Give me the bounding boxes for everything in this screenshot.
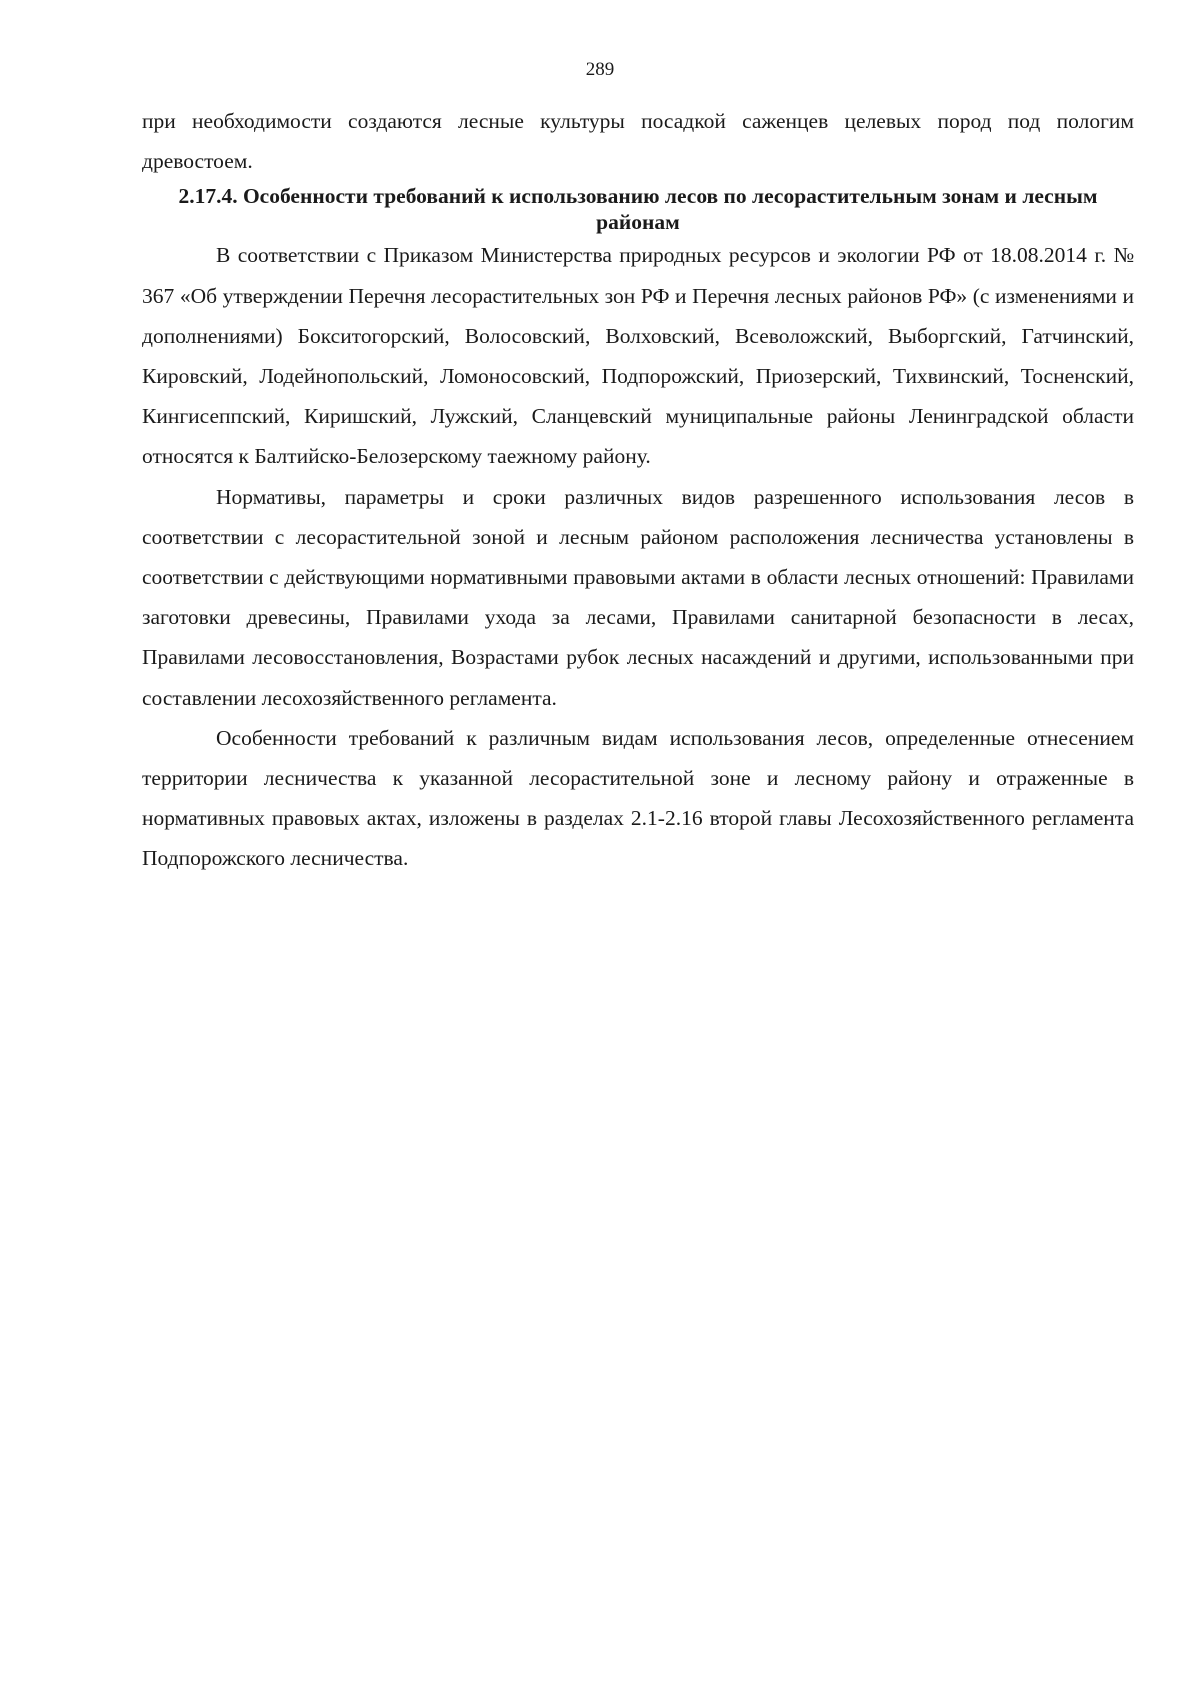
paragraph-1: В соответствии с Приказом Министерства природных ресурсов и экологии РФ от 18.08.2014 г. № 367 «Об утверждении Перечня лесорастительных зон РФ и Перечня лесных районов РФ» (с изменениями и дополнениями) Бокситогорский, Волосовский, Волховский, Всеволожский, Выборгский, Гатчинский, Кировский, Лодейнопольский, Ломоносовский, Подпорожский, Приозерский, Тихвинский, Тосненский, Кингисеппский, Киришский, Лужский, Сланцевский муниципальные районы Ленинградской области относятся к Балтийско-Белозерскому таежному району.	[142, 243, 1134, 469]
paragraph-2: Нормативы, параметры и сроки различных видов разрешенного использования лесов в соответствии с лесорастительной зоной и лесным районом расположения лесничества установлены в соответствии с действующими нормативными правовыми актами в области лесных отношений: Правилами заготовки древесины, Правилами ухода за лесами, Правилами санитарной безопасности в лесах, Правилами лесовосстановления, Возрастами рубок лесных насаждений и другими, использованными при составлении лесохозяйственного регламента.	[142, 484, 1134, 710]
page-number: 289	[585, 59, 615, 80]
section-heading: 2.17.4. Особенности требований к использованию лесов по лесорастительным зонам и лесным районам	[178, 184, 1098, 235]
paragraph-continued: при необходимости создаются лесные культуры посадкой саженцев целевых пород под пологим древостоем.	[142, 109, 1134, 174]
paragraph-3: Особенности требований к различным видам использования лесов, определенные отнесением территории лесничества к указанной лесорастительной зоне и лесному району и отраженные в нормативных правовых актах, изложены в разделах 2.1-2.16 второй главы Лесохозяйственного регламента Подпорожского лесничества.	[142, 725, 1134, 871]
document-body	[142, 101, 1134, 879]
